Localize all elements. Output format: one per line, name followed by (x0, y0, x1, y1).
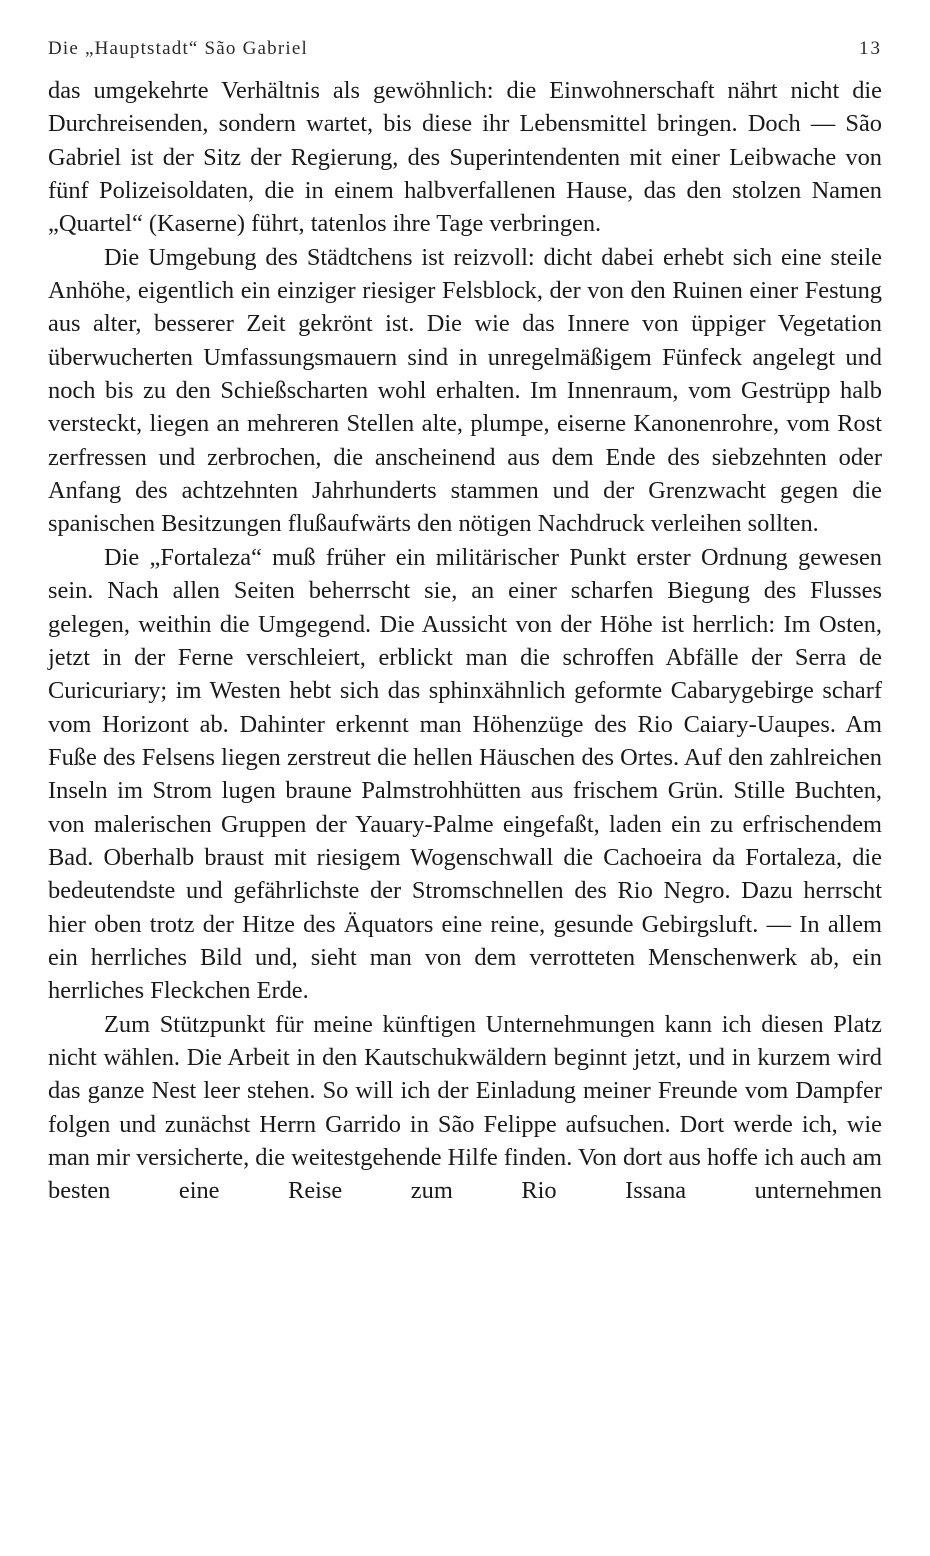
body-text (48, 74, 882, 1208)
page-number: 13 (859, 38, 882, 59)
book-page (48, 38, 882, 1208)
paragraph-continued: das umgekehrte Verhältnis als gewöhnlich: die Einwohnerschaft nährt nicht die Durchreisenden, sondern wartet, bis diese ihr Lebensmittel bringen. Doch — São Gabriel ist der Sitz der Regierung, des Superintendenten mit einer Leibwache von fünf Polizeisoldaten, die in einem halbverfallenen Hause, das den stolzen Namen „Quartel“ (Kaserne) führt, tatenlos ihre Tage verbringen. (48, 77, 882, 238)
paragraph-base-of-operations: Zum Stützpunkt für meine künftigen Unternehmungen kann ich diesen Platz nicht wählen. Die Arbeit in den Kautschukwäldern beginnt jetzt, und in kurzem wird das ganze Nest leer stehen. So will ich der Einladung meiner Freunde vom Dampfer folgen und zunächst Herrn Garrido in São Felippe aufsuchen. Dort werde ich, wie man mir versicherte, die weitestgehende Hilfe finden. Von dort aus hoffe ich auch am besten eine Reise zum Rio Issana unternehmen (48, 1010, 882, 1205)
paragraph-surroundings: Die Umgebung des Städtchens ist reizvoll: dicht dabei erhebt sich eine steile Anhöhe, eigentlich ein einziger riesiger Felsblock, der von den Ruinen einer Festung aus alter, besserer Zeit gekrönt ist. Die wie das Innere von üppiger Vegetation überwucherten Umfassungsmauern sind in unregelmäßigem Fünfeck angelegt und noch bis zu den Schießscharten wohl erhalten. Im Innenraum, vom Gestrüpp halb versteckt, liegen an mehreren Stellen alte, plumpe, eiserne Kanonenrohre, vom Rost zerfressen und zerbrochen, die anscheinend aus dem Ende des siebzehnten oder Anfang des achtzehnten Jahrhunderts stammen und der Grenzwacht gegen die spanischen Besitzungen flußaufwärts den nötigen Nachdruck verleihen sollten. (48, 243, 882, 538)
paragraph-fortaleza: Die „Fortaleza“ muß früher ein militärischer Punkt erster Ordnung gewesen sein. Nach allen Seiten beherrscht sie, an einer scharfen Biegung des Flusses gelegen, weithin die Umgegend. Die Aussicht von der Höhe ist herrlich: Im Osten, jetzt in der Ferne verschleiert, erblickt man die schroffen Abfälle der Serra de Curicuriary; im Westen hebt sich das sphinxähnlich geformte Cabarygebirge scharf vom Horizont ab. Dahinter erkennt man Höhenzüge des Rio Caiary-Uaupes. Am Fuße des Felsens liegen zerstreut die hellen Häuschen des Ortes. Auf den zahlreichen Inseln im Strom lugen braune Palmstrohhütten aus frischem Grün. Stille Buchten, von malerischen Gruppen der Yauary-Palme eingefaßt, laden ein zu erfrischendem Bad. Oberhalb braust mit riesigem Wogenschwall die Cachoeira da Fortaleza, die bedeutendste und gefährlichste der Stromschnellen des Rio Negro. Dazu herrscht hier oben trotz der Hitze des Äquators eine reine, gesunde Gebirgsluft. — In allem ein herrliches Bild und, sieht man von dem verrotteten Menschenwerk ab, ein herrliches Fleckchen Erde. (48, 543, 882, 1005)
running-head-title: Die „Hauptstadt“ São Gabriel (48, 38, 308, 59)
running-head (48, 38, 882, 74)
